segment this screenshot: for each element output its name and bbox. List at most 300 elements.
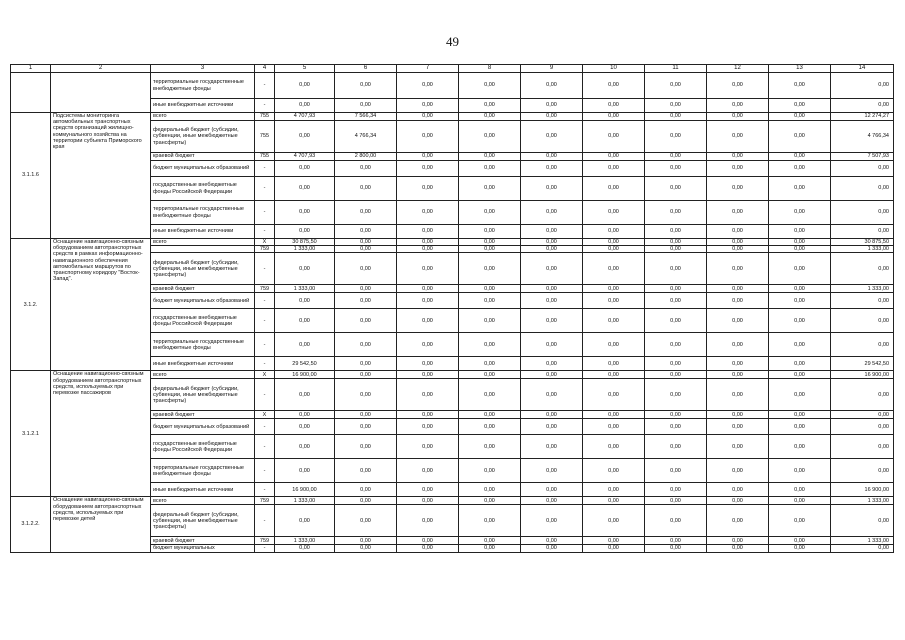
year-value: 0,00 [275,459,335,483]
year-value: 0,00 [397,435,459,459]
year-value: 0,00 [645,121,707,153]
grbs-code: - [255,505,275,537]
item-name: Подсистемы мониторинга автомобильных транспортных средств организаций жилищно-коммунального хозяйства на территории субъекта Приморского края [51,113,151,239]
year-value: 0,00 [769,153,831,161]
year-value: 0,00 [459,497,521,505]
total-value: 16 900,00 [831,371,894,379]
year-value: 0,00 [645,293,707,309]
year-value: 0,00 [459,113,521,121]
year-value: 0,00 [335,459,397,483]
total-value: 1 333,00 [831,246,894,253]
year-value: 0,00 [645,225,707,239]
total-value: 0,00 [831,411,894,419]
year-value: 0,00 [521,505,583,537]
header-cell: 1 [11,65,51,73]
total-value: 0,00 [831,333,894,357]
year-value: 0,00 [583,505,645,537]
year-value: 0,00 [397,497,459,505]
year-value: 0,00 [459,537,521,545]
grbs-code: X [255,239,275,246]
year-value: 0,00 [769,357,831,371]
year-value: 0,00 [769,419,831,435]
year-value: 0,00 [521,357,583,371]
year-value: 0,00 [335,99,397,113]
year-value: 0,00 [459,371,521,379]
total-value: 0,00 [831,505,894,537]
header-cell: 14 [831,65,894,73]
year-value: 16 900,00 [275,483,335,497]
year-value: 0,00 [459,153,521,161]
funding-source: бюджет муниципальных образований [151,419,255,435]
year-value: 4 707,93 [275,153,335,161]
year-value: 0,00 [521,177,583,201]
funding-source: территориальные государственные внебюджетные фонды [151,459,255,483]
year-value: 0,00 [335,505,397,537]
header-cell: 4 [255,65,275,73]
year-value: 0,00 [397,379,459,411]
year-value: 4 707,93 [275,113,335,121]
year-value: 0,00 [397,153,459,161]
year-value: 0,00 [459,545,521,552]
year-value: 0,00 [521,435,583,459]
year-value: 0,00 [459,121,521,153]
year-value: 0,00 [769,545,831,552]
total-value: 0,00 [831,73,894,99]
year-value: 0,00 [275,333,335,357]
table-row [11,113,894,121]
grbs-code: 755 [255,153,275,161]
header-cell: 7 [397,65,459,73]
year-value: 0,00 [583,225,645,239]
year-value: 0,00 [583,253,645,285]
year-value: 0,00 [275,73,335,99]
funding-source: бюджет муниципальных образований [151,161,255,177]
grbs-code: - [255,333,275,357]
year-value: 0,00 [583,435,645,459]
year-value: 0,00 [583,309,645,333]
year-value: 0,00 [459,483,521,497]
year-value: 0,00 [707,371,769,379]
year-value: 0,00 [645,253,707,285]
year-value: 0,00 [583,545,645,552]
year-value: 0,00 [645,379,707,411]
year-value: 0,00 [275,99,335,113]
funding-source: федеральный бюджет (субсидии, субвенции, иные межбюджетные трансферты) [151,253,255,285]
grbs-code: - [255,309,275,333]
year-value: 0,00 [707,225,769,239]
year-value: 0,00 [769,177,831,201]
year-value: 0,00 [521,225,583,239]
grbs-code: - [255,201,275,225]
funding-source: федеральный бюджет (субсидии, субвенции, иные межбюджетные трансферты) [151,379,255,411]
year-value: 0,00 [583,371,645,379]
year-value: 0,00 [397,99,459,113]
year-value: 0,00 [583,177,645,201]
header-cell: 3 [151,65,255,73]
year-value: 0,00 [521,497,583,505]
year-value: 0,00 [707,419,769,435]
year-value: 0,00 [769,161,831,177]
funding-source: всего [151,371,255,379]
year-value: 0,00 [275,309,335,333]
grbs-code: - [255,253,275,285]
year-value: 16 900,00 [275,371,335,379]
year-value: 0,00 [769,239,831,246]
year-value: 4 766,34 [335,121,397,153]
year-value: 0,00 [521,246,583,253]
year-value: 0,00 [583,161,645,177]
year-value: 0,00 [645,309,707,333]
header-cell: 10 [583,65,645,73]
year-value: 0,00 [275,201,335,225]
year-value: 0,00 [769,285,831,293]
year-value: 0,00 [583,73,645,99]
year-value: 0,00 [335,333,397,357]
grbs-code: 755 [255,121,275,153]
year-value: 0,00 [335,225,397,239]
year-value: 0,00 [707,545,769,552]
year-value: 0,00 [397,419,459,435]
total-value: 0,00 [831,545,894,552]
year-value: 0,00 [645,333,707,357]
grbs-code: X [255,371,275,379]
year-value: 0,00 [521,121,583,153]
year-value: 0,00 [459,285,521,293]
year-value: 0,00 [459,505,521,537]
total-value: 0,00 [831,293,894,309]
item-code: 3.1.2.2. [11,497,51,552]
year-value: 0,00 [335,371,397,379]
year-value: 0,00 [397,537,459,545]
year-value: 0,00 [521,483,583,497]
year-value: 1 333,00 [275,246,335,253]
year-value: 0,00 [645,153,707,161]
grbs-code: 755 [255,113,275,121]
year-value: 0,00 [335,483,397,497]
year-value: 0,00 [275,293,335,309]
total-value: 12 274,27 [831,113,894,121]
year-value: 0,00 [521,293,583,309]
year-value: 0,00 [769,121,831,153]
year-value: 0,00 [335,239,397,246]
year-value: 0,00 [397,371,459,379]
year-value: 0,00 [707,411,769,419]
grbs-code: - [255,419,275,435]
header-cell: 13 [769,65,831,73]
year-value: 29 542,50 [275,357,335,371]
year-value: 0,00 [459,459,521,483]
year-value: 0,00 [275,411,335,419]
year-value: 0,00 [335,73,397,99]
funding-source: государственные внебюджетные фонды Российской Федерации [151,309,255,333]
year-value: 0,00 [707,309,769,333]
total-value: 29 542,50 [831,357,894,371]
funding-source: всего [151,497,255,505]
year-value: 0,00 [769,201,831,225]
grbs-code: - [255,435,275,459]
year-value: 0,00 [583,99,645,113]
year-value: 0,00 [645,161,707,177]
year-value: 0,00 [521,161,583,177]
year-value: 0,00 [769,333,831,357]
year-value: 2 800,00 [335,153,397,161]
year-value: 0,00 [459,177,521,201]
year-value: 0,00 [645,239,707,246]
year-value: 0,00 [583,411,645,419]
grbs-code: 759 [255,497,275,505]
year-value: 0,00 [521,201,583,225]
year-value: 0,00 [583,419,645,435]
year-value: 0,00 [397,545,459,552]
year-value: 0,00 [645,411,707,419]
grbs-code: 759 [255,537,275,545]
page-number: 49 [446,34,459,49]
year-value: 0,00 [645,459,707,483]
year-value: 0,00 [583,121,645,153]
year-value: 0,00 [645,435,707,459]
grbs-code: - [255,293,275,309]
funding-source: краевой бюджет [151,153,255,161]
year-value: 0,00 [707,121,769,153]
grbs-code: - [255,545,275,552]
year-value: 0,00 [335,246,397,253]
header-cell: 8 [459,65,521,73]
year-value: 0,00 [707,99,769,113]
year-value: 0,00 [459,379,521,411]
funding-source: государственные внебюджетные фонды Российской Федерации [151,435,255,459]
year-value: 0,00 [521,99,583,113]
year-value: 0,00 [459,309,521,333]
year-value: 0,00 [397,177,459,201]
total-value: 1 333,00 [831,285,894,293]
year-value: 0,00 [275,121,335,153]
year-value: 0,00 [707,357,769,371]
table-row [11,497,894,505]
funding-source: территориальные государственные внебюджетные фонды [151,73,255,99]
year-value: 0,00 [459,411,521,419]
year-value: 0,00 [335,379,397,411]
header-cell: 11 [645,65,707,73]
year-value: 0,00 [275,379,335,411]
header-cell: 6 [335,65,397,73]
year-value: 0,00 [521,333,583,357]
header-cell: 12 [707,65,769,73]
table-row [11,73,894,99]
year-value: 0,00 [583,246,645,253]
year-value: 0,00 [459,246,521,253]
year-value: 0,00 [707,153,769,161]
year-value: 0,00 [521,419,583,435]
year-value: 0,00 [707,73,769,99]
year-value: 0,00 [645,537,707,545]
year-value: 0,00 [335,177,397,201]
year-value: 0,00 [335,285,397,293]
year-value: 0,00 [769,505,831,537]
year-value: 0,00 [645,419,707,435]
year-value: 0,00 [521,113,583,121]
year-value: 0,00 [707,497,769,505]
year-value: 0,00 [459,161,521,177]
year-value: 0,00 [645,371,707,379]
funding-source: краевой бюджет [151,285,255,293]
year-value: 0,00 [275,253,335,285]
item-code: 3.1.2.1 [11,371,51,497]
year-value: 0,00 [707,333,769,357]
item-code: 3.1.1.6 [11,113,51,239]
year-value: 0,00 [583,239,645,246]
year-value: 0,00 [707,537,769,545]
year-value: 0,00 [521,379,583,411]
year-value: 0,00 [769,379,831,411]
year-value: 0,00 [707,201,769,225]
funding-source: краевой бюджет [151,537,255,545]
year-value: 7 566,34 [335,113,397,121]
funding-source: бюджет муниципальных образований [151,293,255,309]
funding-source: бюджет муниципальных [151,545,255,552]
year-value: 0,00 [521,73,583,99]
year-value: 0,00 [275,177,335,201]
year-value: 0,00 [397,483,459,497]
grbs-code: 759 [255,285,275,293]
year-value: 0,00 [459,253,521,285]
funding-source: иные внебюджетные источники [151,483,255,497]
total-value: 7 507,93 [831,153,894,161]
year-value: 0,00 [335,357,397,371]
total-value: 4 766,34 [831,121,894,153]
year-value: 0,00 [335,435,397,459]
year-value: 0,00 [583,293,645,309]
total-value: 0,00 [831,99,894,113]
grbs-code: - [255,73,275,99]
funding-source: территориальные государственные внебюджетные фонды [151,201,255,225]
total-value: 0,00 [831,379,894,411]
year-value: 0,00 [397,73,459,99]
year-value: 0,00 [707,505,769,537]
year-value: 1 333,00 [275,497,335,505]
year-value: 0,00 [769,309,831,333]
year-value: 0,00 [645,113,707,121]
total-value: 30 875,50 [831,239,894,246]
year-value: 0,00 [583,537,645,545]
grbs-code: - [255,161,275,177]
year-value: 0,00 [707,177,769,201]
year-value: 0,00 [583,459,645,483]
year-value: 0,00 [335,419,397,435]
year-value: 0,00 [707,113,769,121]
year-value: 0,00 [397,239,459,246]
year-value: 0,00 [335,309,397,333]
year-value: 0,00 [707,435,769,459]
year-value: 0,00 [583,153,645,161]
total-value: 0,00 [831,459,894,483]
year-value: 0,00 [397,253,459,285]
year-value: 0,00 [769,537,831,545]
year-value: 0,00 [521,537,583,545]
year-value: 0,00 [583,379,645,411]
year-value: 0,00 [707,459,769,483]
funding-source: федеральный бюджет (субсидии, субвенции, иные межбюджетные трансферты) [151,121,255,153]
year-value: 0,00 [645,505,707,537]
year-value: 0,00 [521,253,583,285]
table-body [11,65,894,553]
item-name: Оснащение навигационно-связным оборудованием автотранспортных средств, используемых при перевозке детей [51,497,151,552]
total-value: 0,00 [831,177,894,201]
year-value: 0,00 [769,411,831,419]
year-value: 0,00 [645,285,707,293]
header-cell: 5 [275,65,335,73]
header-cell: 9 [521,65,583,73]
total-value: 0,00 [831,201,894,225]
year-value: 0,00 [707,379,769,411]
item-code: 3.1.2. [11,239,51,371]
year-value: 0,00 [335,201,397,225]
grbs-code: 759 [255,246,275,253]
total-value: 0,00 [831,161,894,177]
year-value: 0,00 [645,497,707,505]
year-value: 0,00 [397,121,459,153]
year-value: 0,00 [769,435,831,459]
year-value: 0,00 [275,545,335,552]
funding-source: иные внебюджетные источники [151,99,255,113]
year-value: 0,00 [397,225,459,239]
total-value: 0,00 [831,309,894,333]
year-value: 0,00 [521,459,583,483]
year-value: 0,00 [645,201,707,225]
year-value: 0,00 [645,246,707,253]
year-value: 0,00 [769,459,831,483]
funding-source: федеральный бюджет (субсидии, субвенции, иные межбюджетные трансферты) [151,505,255,537]
year-value: 0,00 [459,435,521,459]
year-value: 0,00 [707,293,769,309]
year-value: 0,00 [645,177,707,201]
year-value: 1 333,00 [275,537,335,545]
year-value: 0,00 [275,161,335,177]
funding-source: всего [151,113,255,121]
year-value: 0,00 [583,333,645,357]
year-value: 0,00 [459,357,521,371]
grbs-code: - [255,177,275,201]
total-value: 1 333,00 [831,537,894,545]
year-value: 0,00 [397,201,459,225]
year-value: 0,00 [521,285,583,293]
year-value: 0,00 [397,285,459,293]
year-value: 0,00 [707,246,769,253]
year-value: 0,00 [769,99,831,113]
year-value: 0,00 [335,537,397,545]
funding-source: территориальные государственные внебюджетные фонды [151,333,255,357]
funding-source: государственные внебюджетные фонды Российской Федерации [151,177,255,201]
year-value: 1 333,00 [275,285,335,293]
year-value: 0,00 [459,293,521,309]
year-value: 0,00 [645,357,707,371]
year-value: 0,00 [459,419,521,435]
year-value: 0,00 [583,285,645,293]
total-value: 0,00 [831,253,894,285]
year-value: 0,00 [335,411,397,419]
year-value: 0,00 [769,225,831,239]
funding-source: иные внебюджетные источники [151,357,255,371]
year-value: 0,00 [583,113,645,121]
year-value: 0,00 [521,411,583,419]
year-value: 0,00 [521,309,583,333]
year-value: 0,00 [335,253,397,285]
item-name: Оснащение навигационно-связным оборудованием автотранспортных средств, используемых при перевозке пассажиров [51,371,151,497]
grbs-code: - [255,99,275,113]
header-cell: 2 [51,65,151,73]
year-value: 0,00 [769,483,831,497]
year-value: 0,00 [769,371,831,379]
year-value: 0,00 [397,161,459,177]
